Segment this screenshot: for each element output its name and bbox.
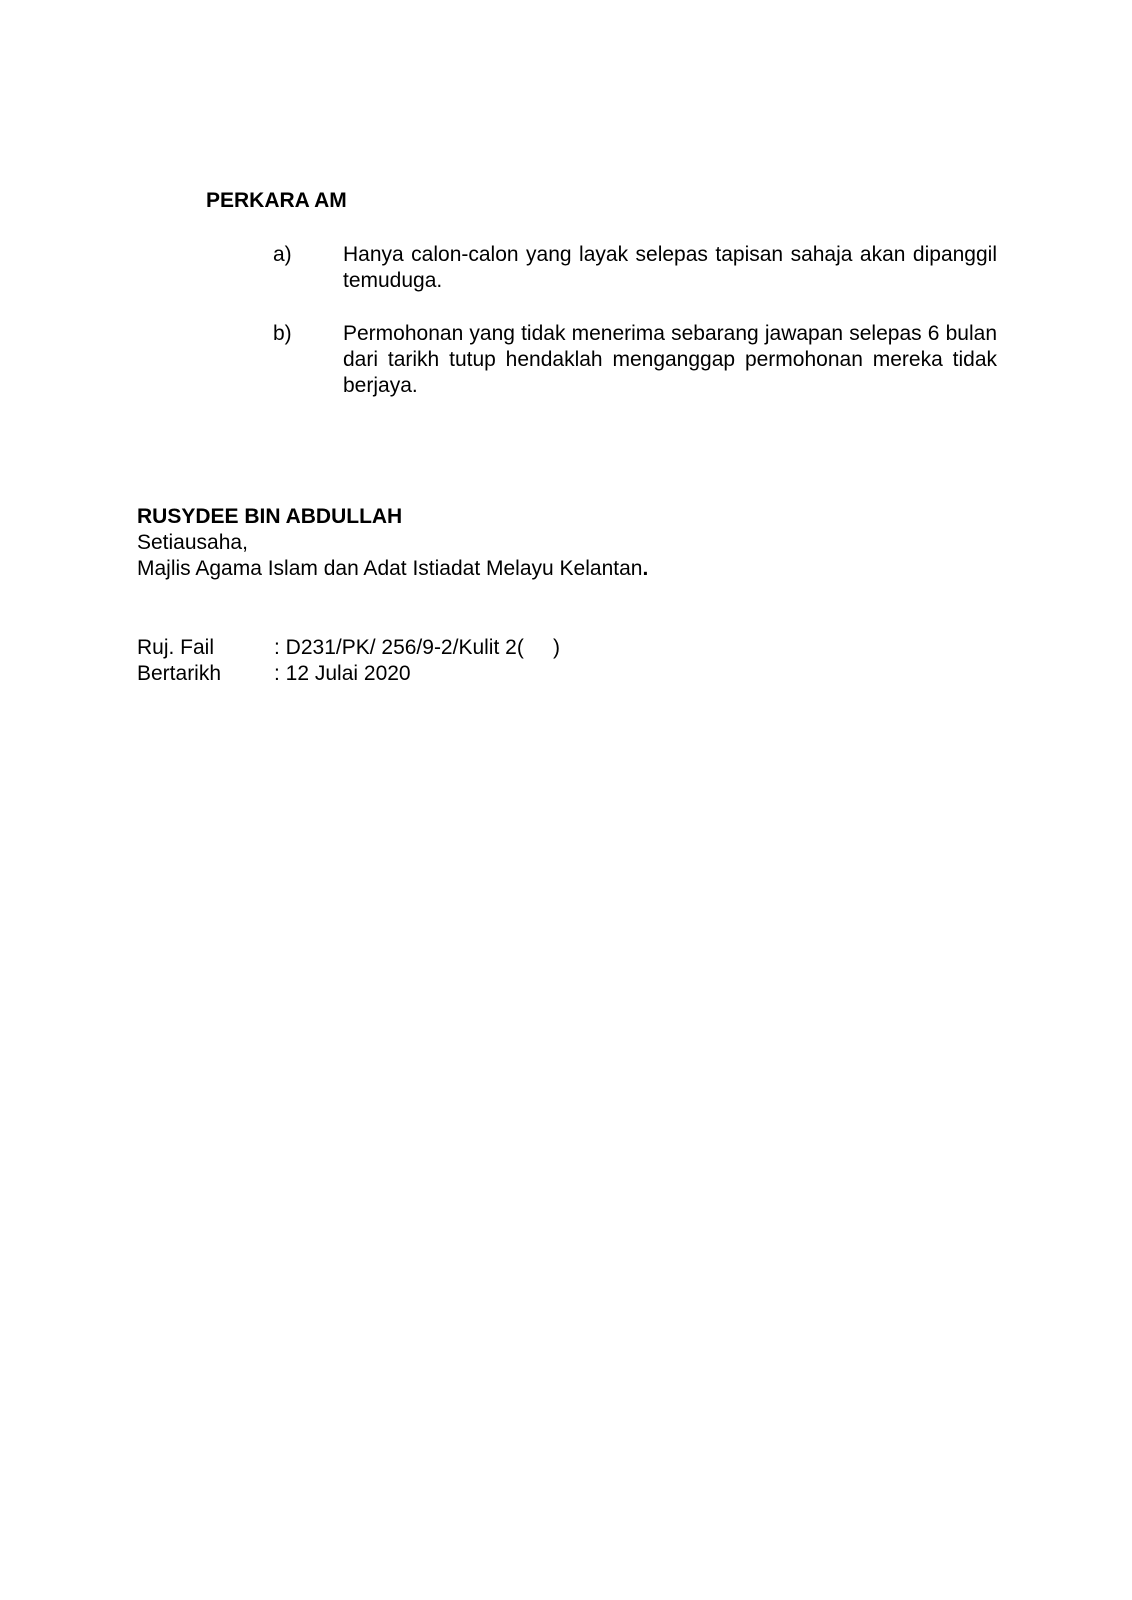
organization-period: . bbox=[642, 557, 649, 580]
list-item-marker: b) bbox=[273, 322, 292, 345]
section-heading: PERKARA AM bbox=[206, 189, 347, 212]
signature-block bbox=[137, 504, 648, 582]
date-label: Bertarikh bbox=[137, 662, 222, 685]
list-item bbox=[273, 321, 997, 399]
reference-block bbox=[137, 635, 560, 687]
file-reference-row bbox=[137, 635, 560, 661]
list-item-marker: a) bbox=[273, 243, 292, 266]
list-item-text: Hanya calon-calon yang layak selepas tapisan sahaja akan dipanggil temuduga. bbox=[343, 243, 997, 292]
organization-name: Majlis Agama Islam dan Adat Istiadat Melayu Kelantan bbox=[137, 557, 643, 580]
list-item bbox=[273, 242, 997, 294]
signatory-title: Setiausaha, bbox=[137, 531, 248, 554]
file-reference-value: : D231/PK/ 256/9-2/Kulit 2( ) bbox=[274, 636, 560, 659]
signatory-name: RUSYDEE BIN ABDULLAH bbox=[137, 505, 403, 528]
signatory-organization bbox=[137, 556, 648, 582]
date-value: : 12 Julai 2020 bbox=[274, 662, 411, 685]
file-reference-label: Ruj. Fail bbox=[137, 636, 215, 659]
list-item-text: Permohonan yang tidak menerima sebarang jawapan selepas 6 bulan dari tarikh tutup hendaklah menganggap permohonan mereka tidak berjaya. bbox=[343, 322, 997, 397]
date-row bbox=[137, 661, 560, 687]
